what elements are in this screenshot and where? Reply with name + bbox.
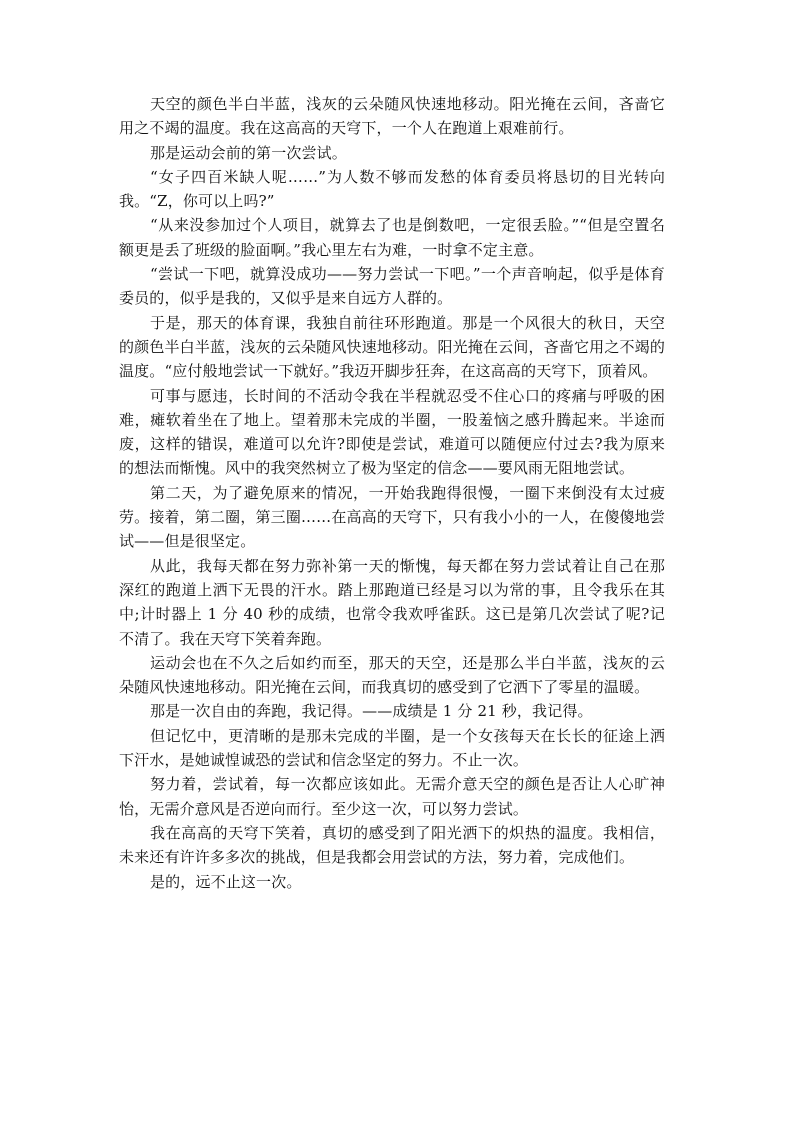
paragraph-4: “从来没参加过个人项目，就算去了也是倒数吧，一定很丢脸。”“但是空置名额更是丢了班级的脸面啊。”我心里左右为难，一时拿不定主意。 — [119, 216, 665, 259]
paragraph-3: “女子四百米缺人呢……”为人数不够而发愁的体育委员将恳切的目光转向我。“Z，你可以上吗?” — [119, 167, 665, 211]
paragraph-1: 天空的颜色半白半蓝，浅灰的云朵随风快速地移动。阳光掩在云间，吝啬它用之不竭的温度。我在这高高的天穹下，一个人在跑道上艰难前行。 — [119, 95, 665, 138]
paragraph-11: 那是一次自由的奔跑，我记得。——成绩是 1 分 21 秒，我记得。 — [150, 702, 593, 721]
paragraph-6: 于是，那天的体育课，我独自前往环形跑道。那是一个风很大的秋日，天空的颜色半白半蓝，浅灰的云朵随风快速地移动。阳光掩在云间，吝啬它用之不竭的温度。“应付般地尝试一下就好。”我迈开脚步狂奔，在这高高的天穹下，顶着风。 — [119, 313, 665, 381]
essay-body — [119, 92, 665, 894]
paragraph-7: 可事与愿违，长时间的不活动令我在半程就忍受不住心口的疼痛与呼吸的困难，瘫软着坐在了地上。望着那未完成的半圈，一股羞恼之感升腾起来。半途而废，这样的错误，难道可以允许?即使是尝试，难道可以随便应付过去?我为原来的想法而惭愧。风中的我突然树立了极为坚定的信念——要风雨无阻地尝试。 — [119, 386, 665, 478]
paragraph-13: 努力着，尝试着，每一次都应该如此。无需介意天空的颜色是否让人心旷神怡，无需介意风是否逆向而行。至少这一次，可以努力尝试。 — [119, 775, 665, 818]
paragraph-12: 但记忆中，更清晰的是那未完成的半圈，是一个女孩每天在长长的征途上洒下汗水，是她诚惶诚恐的尝试和信念坚定的努力。不止一次。 — [119, 726, 665, 770]
paragraph-5: “尝试一下吧，就算没成功——努力尝试一下吧。”一个声音响起，似乎是体育委员的，似乎是我的，又似乎是来自远方人群的。 — [119, 265, 665, 308]
paragraph-10: 运动会也在不久之后如约而至，那天的天空，还是那么半白半蓝，浅灰的云朵随风快速地移动。阳光掩在云间，而我真切的感受到了它洒下了零星的温暖。 — [119, 653, 665, 697]
paragraph-2: 那是运动会前的第一次尝试。 — [150, 143, 347, 162]
paragraph-14: 我在高高的天穹下笑着，真切的感受到了阳光洒下的炽热的温度。我相信，未来还有许许多多次的挑战，但是我都会用尝试的方法，努力着，完成他们。 — [119, 823, 665, 867]
paragraph-15: 是的，远不止这一次。 — [150, 872, 302, 891]
paragraph-9: 从此，我每天都在努力弥补第一天的惭愧，每天都在努力尝试着让自己在那深红的跑道上洒下无畏的汗水。踏上那跑道已经是习以为常的事，且令我乐在其中;计时器上 1 分 40 秒的成绩，也常令我欢呼雀跃。这已是第几次尝试了呢?记不清了。我在天穹下笑着奔跑。 — [119, 556, 665, 648]
paragraph-8: 第二天，为了避免原来的情况，一开始我跑得很慢，一圈下来倒没有太过疲劳。接着，第二圈，第三圈……在高高的天穹下，只有我小小的一人，在傻傻地尝试——但是很坚定。 — [119, 483, 665, 551]
